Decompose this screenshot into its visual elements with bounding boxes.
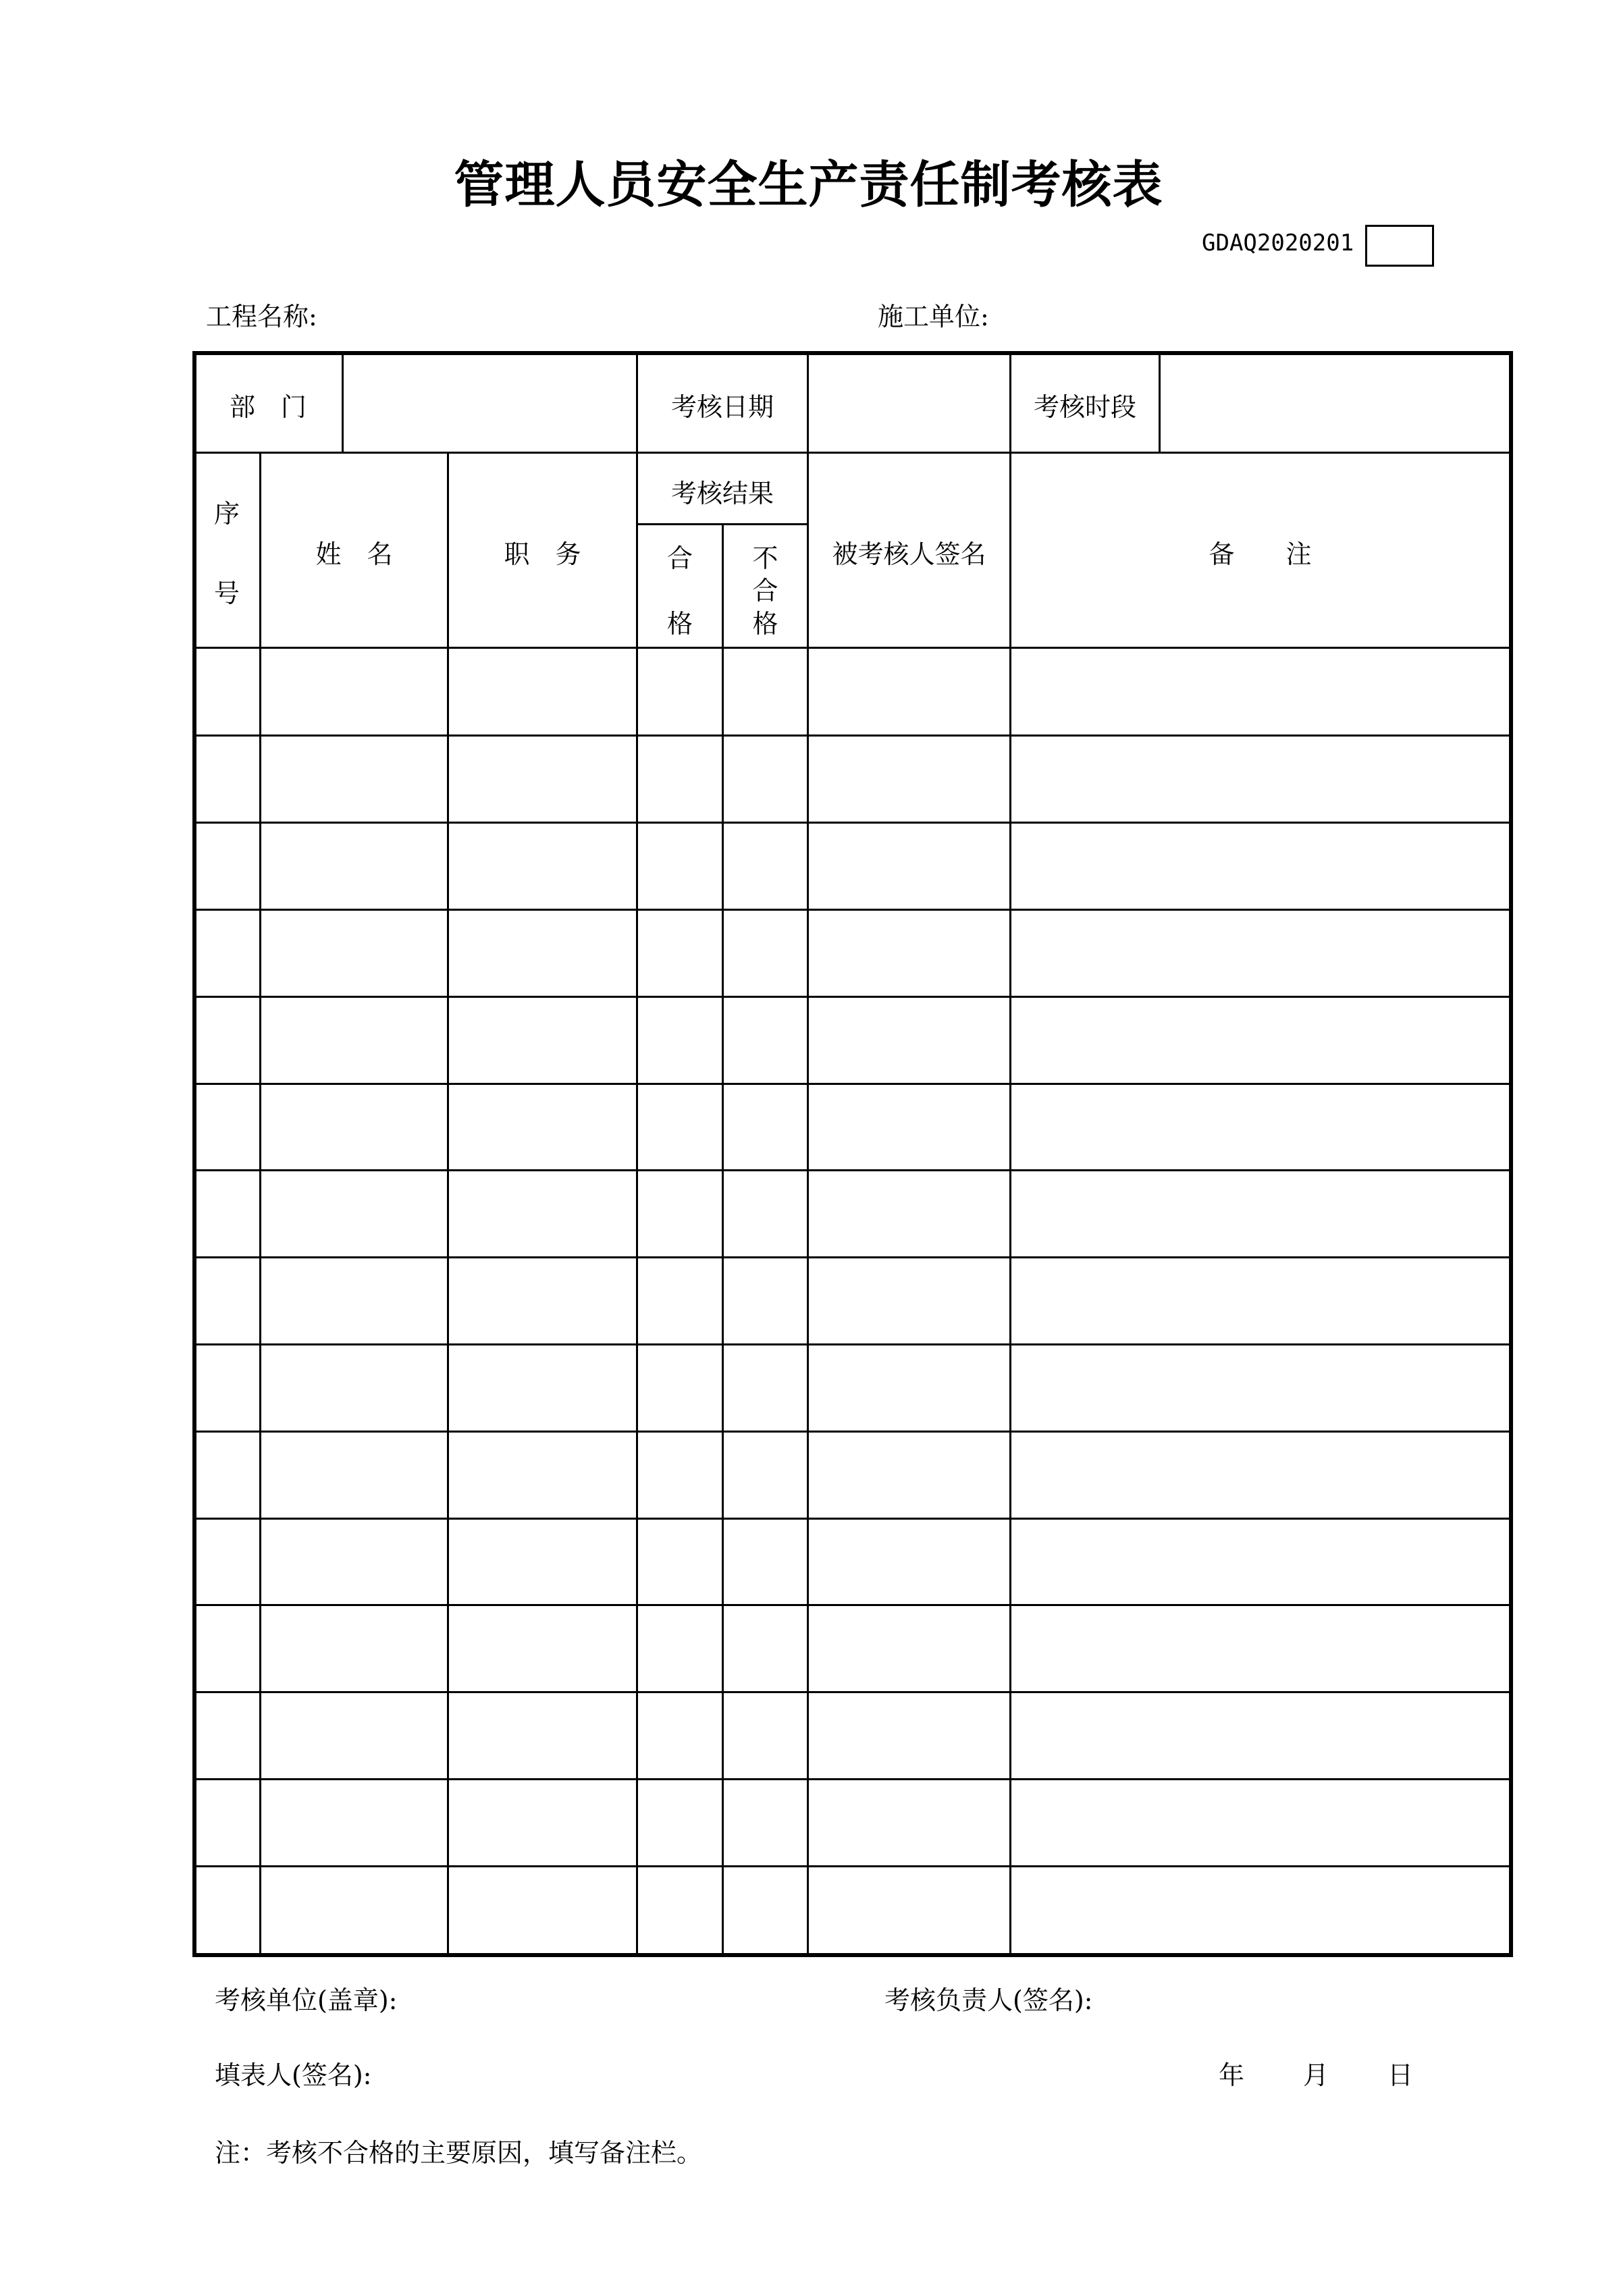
department-field[interactable] [344, 353, 636, 452]
signature-cell[interactable] [809, 1779, 1009, 1864]
position-cell[interactable] [449, 1866, 636, 1951]
form-code: GDAQ2020201 [1202, 230, 1354, 257]
position-cell[interactable] [449, 1779, 636, 1864]
signature-cell[interactable] [809, 823, 1009, 908]
name-cell[interactable] [261, 1605, 447, 1690]
seq-cell[interactable] [194, 909, 259, 994]
signature-cell[interactable] [809, 1605, 1009, 1690]
project-name-label: 工程名称: [206, 302, 317, 331]
name-header: 姓 名 [315, 539, 393, 569]
remarks-cell[interactable] [1011, 909, 1509, 994]
position-cell[interactable] [449, 1605, 636, 1690]
fail-cell[interactable] [724, 1866, 807, 1951]
seq-header-1: 序 [213, 499, 240, 529]
fail-cell[interactable] [724, 1171, 807, 1256]
name-cell[interactable] [261, 1344, 447, 1429]
pass-cell[interactable] [638, 1084, 722, 1169]
assess-period-label: 考核时段 [1033, 392, 1136, 422]
remarks-cell[interactable] [1011, 823, 1509, 908]
signature-cell[interactable] [809, 736, 1009, 821]
page-title: 管理人员安全生产责任制考核表 [454, 156, 1163, 214]
department-label: 部 门 [229, 392, 307, 422]
pass-cell[interactable] [638, 1431, 722, 1516]
pass-cell[interactable] [638, 996, 722, 1082]
seq-cell[interactable] [194, 823, 259, 908]
remarks-cell[interactable] [1011, 1171, 1509, 1256]
pass-cell[interactable] [638, 649, 722, 734]
remarks-cell[interactable] [1011, 1779, 1509, 1864]
position-cell[interactable] [449, 1431, 636, 1516]
position-cell[interactable] [449, 823, 636, 908]
pass-cell[interactable] [638, 1258, 722, 1343]
position-cell[interactable] [449, 1084, 636, 1169]
remarks-cell[interactable] [1011, 1258, 1509, 1343]
month-label: 月 [1303, 2060, 1329, 2090]
fail-cell[interactable] [724, 1258, 807, 1343]
fail-cell[interactable] [724, 996, 807, 1082]
seq-cell[interactable] [194, 736, 259, 821]
assess-leader-label: 考核负责人(签名): [884, 1985, 1093, 2015]
signature-cell[interactable] [809, 1518, 1009, 1603]
name-cell[interactable] [261, 1866, 447, 1951]
signature-cell[interactable] [809, 1431, 1009, 1516]
signature-cell[interactable] [809, 909, 1009, 994]
seq-cell[interactable] [194, 1084, 259, 1169]
pass-cell[interactable] [638, 823, 722, 908]
footnote: 注：考核不合格的主要原因，填写备注栏。 [215, 2138, 703, 2168]
signature-cell[interactable] [809, 1258, 1009, 1343]
filler-label: 填表人(签名): [215, 2060, 372, 2090]
seq-cell[interactable] [194, 996, 259, 1082]
position-cell[interactable] [449, 736, 636, 821]
pass-cell[interactable] [638, 1692, 722, 1778]
remarks-cell[interactable] [1011, 1866, 1509, 1951]
pass-header-2: 格 [666, 609, 693, 639]
pass-cell[interactable] [638, 1779, 722, 1864]
result-header: 考核结果 [670, 479, 774, 508]
pass-cell[interactable] [638, 1518, 722, 1603]
fail-cell[interactable] [724, 1779, 807, 1864]
pass-cell[interactable] [638, 736, 722, 821]
remarks-cell[interactable] [1011, 1344, 1509, 1429]
remarks-cell[interactable] [1011, 1692, 1509, 1778]
pass-cell[interactable] [638, 1605, 722, 1690]
seq-cell[interactable] [194, 1605, 259, 1690]
name-cell[interactable] [261, 1692, 447, 1778]
seq-header-2: 号 [213, 579, 240, 608]
fail-cell[interactable] [724, 1344, 807, 1429]
fail-cell[interactable] [724, 1084, 807, 1169]
seq-cell[interactable] [194, 1431, 259, 1516]
pass-cell[interactable] [638, 1171, 722, 1256]
fail-cell[interactable] [724, 823, 807, 908]
signature-cell[interactable] [809, 1866, 1009, 1951]
remarks-cell[interactable] [1011, 649, 1509, 734]
position-cell[interactable] [449, 1692, 636, 1778]
remarks-cell[interactable] [1011, 1431, 1509, 1516]
seq-cell[interactable] [194, 1344, 259, 1429]
name-cell[interactable] [261, 909, 447, 994]
name-cell[interactable] [261, 996, 447, 1082]
seq-cell[interactable] [194, 1866, 259, 1951]
pass-cell[interactable] [638, 1866, 722, 1951]
signature-cell[interactable] [809, 1692, 1009, 1778]
position-cell[interactable] [449, 1258, 636, 1343]
name-cell[interactable] [261, 736, 447, 821]
seq-cell[interactable] [194, 1258, 259, 1343]
day-label: 日 [1387, 2060, 1414, 2090]
position-cell[interactable] [449, 909, 636, 994]
position-cell[interactable] [449, 1171, 636, 1256]
name-cell[interactable] [261, 649, 447, 734]
remarks-cell[interactable] [1011, 1084, 1509, 1169]
seq-cell[interactable] [194, 649, 259, 734]
assess-date-label: 考核日期 [670, 392, 774, 422]
signature-cell[interactable] [809, 1171, 1009, 1256]
table-right-border [1509, 351, 1513, 1957]
table-bottom-border [192, 1953, 1513, 1957]
fail-header-2: 合 [752, 576, 778, 606]
seq-cell[interactable] [194, 1779, 259, 1864]
fail-cell[interactable] [724, 1518, 807, 1603]
remarks-cell[interactable] [1011, 996, 1509, 1082]
pass-header-1: 合 [666, 543, 693, 573]
signature-cell[interactable] [809, 649, 1009, 734]
name-cell[interactable] [261, 823, 447, 908]
position-cell[interactable] [449, 1344, 636, 1429]
signature-cell[interactable] [809, 1084, 1009, 1169]
name-cell[interactable] [261, 1171, 447, 1256]
seq-cell[interactable] [194, 1171, 259, 1256]
year-label: 年 [1219, 2060, 1245, 2090]
assess-date-field[interactable] [809, 353, 1009, 452]
grid-line [194, 452, 1511, 454]
fail-header-1: 不 [752, 543, 778, 573]
construction-unit-label: 施工单位: [878, 302, 989, 331]
remarks-header: 备 注 [1209, 539, 1312, 569]
fail-header-3: 格 [752, 609, 778, 639]
position-cell[interactable] [449, 1518, 636, 1603]
fail-cell[interactable] [724, 736, 807, 821]
pass-cell[interactable] [638, 1344, 722, 1429]
form-code-box[interactable] [1365, 225, 1434, 267]
name-cell[interactable] [261, 1431, 447, 1516]
name-cell[interactable] [261, 1779, 447, 1864]
position-header: 职 务 [504, 539, 581, 569]
fail-cell[interactable] [724, 1605, 807, 1690]
pass-cell[interactable] [638, 909, 722, 994]
name-cell[interactable] [261, 1084, 447, 1169]
assess-unit-label: 考核单位(盖章): [215, 1985, 398, 2015]
fail-cell[interactable] [724, 909, 807, 994]
seq-cell[interactable] [194, 1692, 259, 1778]
remarks-cell[interactable] [1011, 1605, 1509, 1690]
name-cell[interactable] [261, 1518, 447, 1603]
position-cell[interactable] [449, 996, 636, 1082]
remarks-cell[interactable] [1011, 1518, 1509, 1603]
signature-cell[interactable] [809, 1344, 1009, 1429]
fail-cell[interactable] [724, 1431, 807, 1516]
signature-header: 被考核人签名 [832, 539, 986, 569]
seq-cell[interactable] [194, 1518, 259, 1603]
position-cell[interactable] [449, 649, 636, 734]
remarks-cell[interactable] [1011, 736, 1509, 821]
name-cell[interactable] [261, 1258, 447, 1343]
fail-cell[interactable] [724, 1692, 807, 1778]
signature-cell[interactable] [809, 996, 1009, 1082]
fail-cell[interactable] [724, 649, 807, 734]
assess-period-field[interactable] [1161, 353, 1509, 452]
